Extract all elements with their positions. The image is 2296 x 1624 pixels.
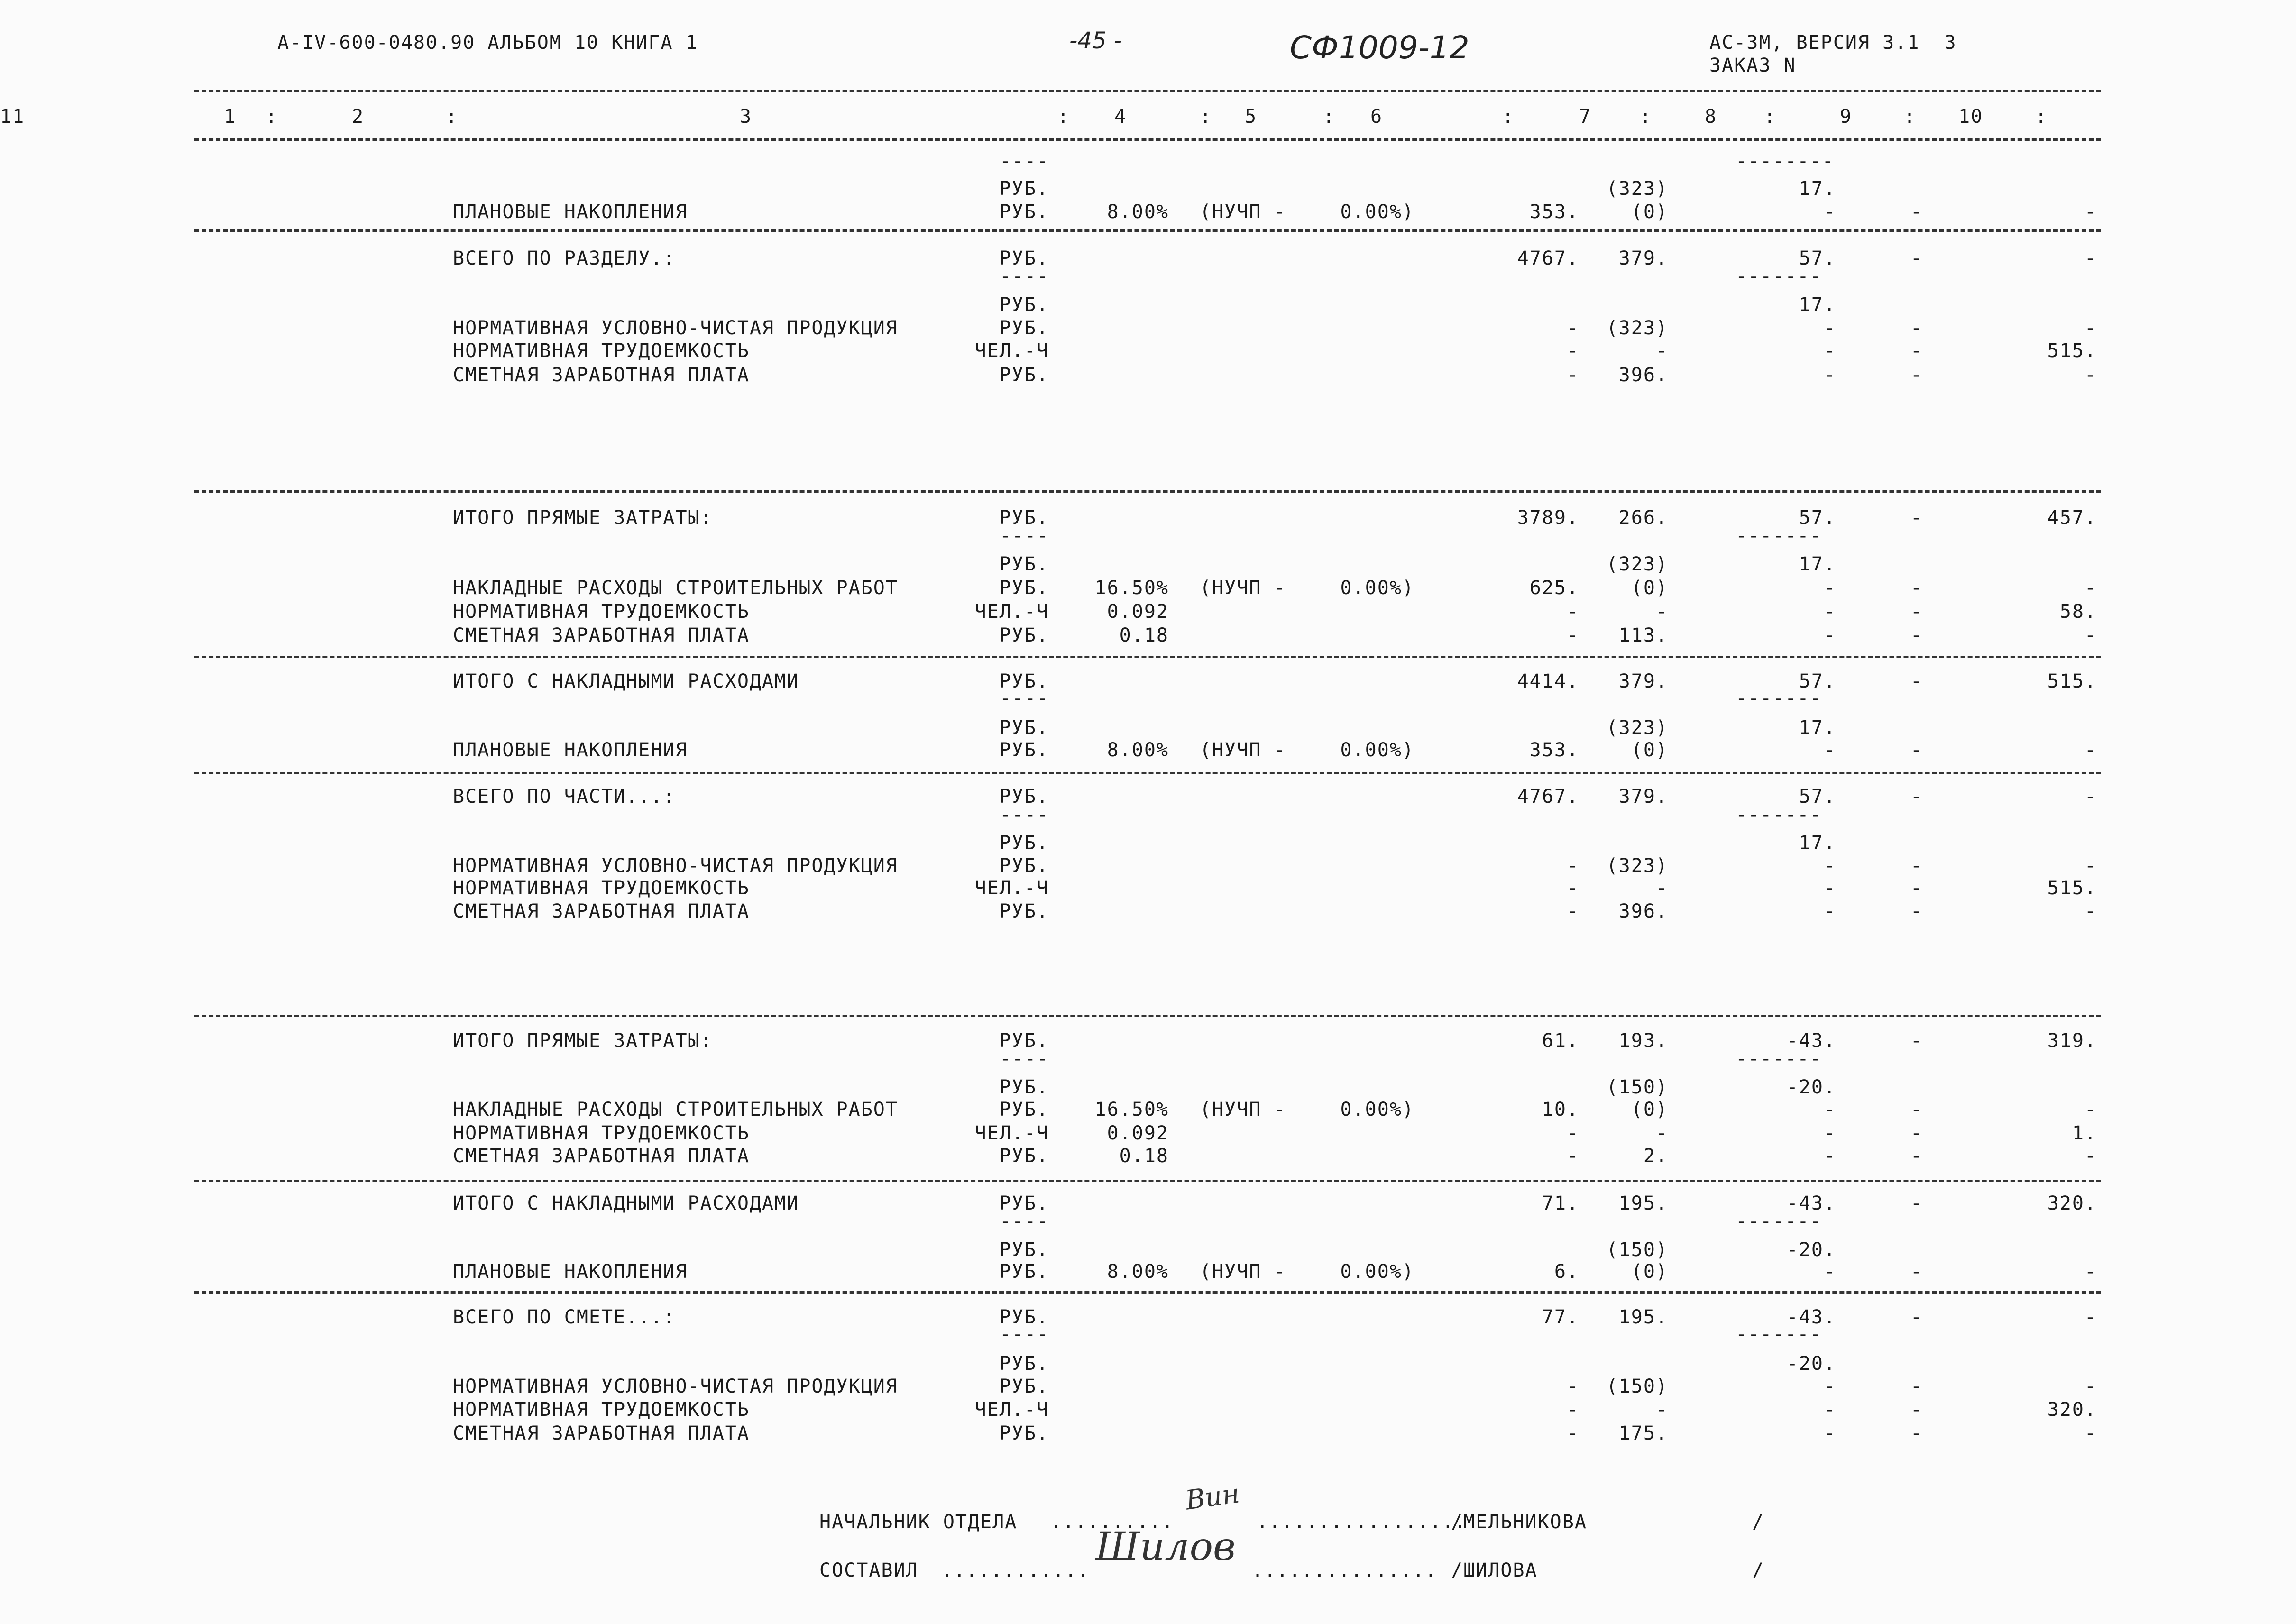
compiler-label: СОСТАВИЛ — [819, 1560, 918, 1581]
cell-unit: ЧЕЛ.-Ч — [974, 1399, 1049, 1421]
cell-c8: (0) — [1631, 1099, 1668, 1120]
cell-c7: - — [1566, 900, 1579, 922]
cell-c11: - — [2084, 1145, 2097, 1167]
cell-c9: - — [1823, 1122, 1836, 1144]
column-separator: : — [2035, 106, 2048, 128]
section-rule — [194, 656, 2101, 658]
cell-c9: 17. — [1799, 553, 1836, 575]
cell-c9: - — [1823, 900, 1836, 922]
cell-c9: -43. — [1786, 1193, 1836, 1214]
cell-c3: СМЕТНАЯ ЗАРАБОТНАЯ ПЛАТА — [453, 624, 750, 646]
col9-subtotal-rule: ------- — [1736, 266, 1822, 287]
cell-c10: - — [1910, 201, 1923, 223]
cell-c8: (323) — [1606, 855, 1668, 877]
cell-unit: РУБ. — [999, 670, 1049, 692]
cell-c6: 0.00%) — [1340, 1099, 1414, 1120]
cell-c3: ИТОГО ПРЯМЫЕ ЗАТРАТЫ: — [453, 1030, 713, 1052]
cell-c4: 0.18 — [1119, 624, 1169, 646]
cell-c11: - — [2084, 855, 2097, 877]
cell-unit: РУБ. — [999, 553, 1049, 575]
cell-c3: СМЕТНАЯ ЗАРАБОТНАЯ ПЛАТА — [453, 364, 750, 386]
cell-c9: 57. — [1799, 786, 1836, 807]
cell-c11: 515. — [2047, 340, 2097, 362]
cell-c9: -20. — [1786, 1353, 1836, 1375]
compiler-slash: / — [1752, 1560, 1765, 1581]
cell-c11: 1. — [2072, 1122, 2097, 1144]
cell-c7: 61. — [1542, 1030, 1579, 1052]
cell-c6: 0.00%) — [1340, 739, 1414, 761]
unit-subtotal-rule: ---- — [1000, 1323, 1049, 1345]
col9-subtotal-rule: ------- — [1736, 804, 1822, 826]
cell-c9: -20. — [1786, 1076, 1836, 1098]
cell-unit: РУБ. — [999, 739, 1049, 761]
cell-c3: ВСЕГО ПО ЧАСТИ...: — [453, 786, 676, 807]
unit-subtotal-rule: ---- — [1000, 688, 1049, 709]
cell-c10: - — [1910, 1099, 1923, 1120]
cell-c11: - — [2084, 786, 2097, 807]
section-rule — [194, 1291, 2101, 1294]
cell-c4: 0.092 — [1107, 601, 1169, 623]
cell-c5: (НУЧП - — [1200, 739, 1286, 761]
cell-c3: НОРМАТИВНАЯ ТРУДОЕМКОСТЬ — [453, 1122, 750, 1144]
cell-c8: 195. — [1618, 1193, 1668, 1214]
cell-unit: РУБ. — [999, 786, 1049, 807]
cell-c3: СМЕТНАЯ ЗАРАБОТНАЯ ПЛАТА — [453, 900, 750, 922]
cell-c8: (150) — [1606, 1239, 1668, 1261]
cell-c3: ВСЕГО ПО РАЗДЕЛУ.: — [453, 248, 676, 269]
cell-c10: - — [1910, 1399, 1923, 1421]
unit-subtotal-rule: ---- — [1000, 266, 1049, 287]
cell-c7: 71. — [1542, 1193, 1579, 1214]
cell-c7: - — [1566, 364, 1579, 386]
cell-c7: 4767. — [1517, 786, 1579, 807]
cell-c3: ПЛАНОВЫЕ НАКОПЛЕНИЯ — [453, 1261, 688, 1283]
cell-c9: 17. — [1799, 832, 1836, 854]
cell-c8: 2. — [1643, 1145, 1668, 1167]
cell-unit: РУБ. — [999, 1422, 1049, 1444]
doc-code: СФ1009-12 — [1290, 29, 1469, 66]
cell-c8: 266. — [1618, 507, 1668, 529]
column-separator: : — [1323, 106, 1336, 128]
column-number: 6 — [1370, 106, 1383, 128]
cell-c10: - — [1910, 1422, 1923, 1444]
cell-unit: РУБ. — [999, 1099, 1049, 1120]
cell-c10: - — [1910, 1261, 1923, 1283]
cell-unit: ЧЕЛ.-Ч — [974, 1122, 1049, 1144]
cell-c3: НОРМАТИВНАЯ УСЛОВНО-ЧИСТАЯ ПРОДУКЦИЯ — [453, 317, 898, 339]
col9-subtotal-rule: ------- — [1736, 1211, 1822, 1232]
cell-c11: - — [2084, 1376, 2097, 1397]
column-separator: : — [1640, 106, 1653, 128]
head-name: /МЕЛЬНИКОВА — [1451, 1511, 1587, 1533]
col9-subtotal-rule: ------- — [1736, 1048, 1822, 1070]
cell-c3: ИТОГО С НАКЛАДНЫМИ РАСХОДАМИ — [453, 1193, 799, 1214]
cell-c8: 193. — [1618, 1030, 1668, 1052]
cell-c9: - — [1823, 201, 1836, 223]
column-number: 5 — [1245, 106, 1258, 128]
cell-unit: РУБ. — [999, 507, 1049, 529]
cell-c7: 353. — [1529, 201, 1579, 223]
cell-c9: -43. — [1786, 1030, 1836, 1052]
cell-c9: - — [1823, 855, 1836, 877]
head-signature: Вин — [1184, 1478, 1242, 1516]
cell-c11: - — [2084, 1306, 2097, 1328]
unit-subtotal-rule: ---- — [1000, 1211, 1049, 1232]
cell-c8: - — [1655, 1399, 1668, 1421]
cell-c11: 515. — [2047, 670, 2097, 692]
cell-c3: ПЛАНОВЫЕ НАКОПЛЕНИЯ — [453, 201, 688, 223]
cell-c7: 10. — [1542, 1099, 1579, 1120]
cell-c4: 8.00% — [1107, 201, 1169, 223]
cell-c8: (0) — [1631, 201, 1668, 223]
cell-unit: РУБ. — [999, 1353, 1049, 1375]
cell-c11: 319. — [2047, 1030, 2097, 1052]
cell-c11: - — [2084, 1261, 2097, 1283]
cell-c11: - — [2084, 577, 2097, 599]
head-dots-right: ................. — [1257, 1511, 1467, 1533]
cell-unit: РУБ. — [999, 1076, 1049, 1098]
cell-c11: - — [2084, 739, 2097, 761]
cell-c4: 8.00% — [1107, 1261, 1169, 1283]
cell-unit: ЧЕЛ.-Ч — [974, 340, 1049, 362]
cell-c8: (323) — [1606, 178, 1668, 200]
column-number: 10 — [1958, 106, 1984, 128]
cell-c11: - — [2084, 201, 2097, 223]
cell-c3: ВСЕГО ПО СМЕТЕ...: — [453, 1306, 676, 1328]
col9-subtotal-rule: -------- — [1736, 150, 1835, 172]
cell-unit: ЧЕЛ.-Ч — [974, 877, 1049, 899]
unit-subtotal-rule: ---- — [1000, 804, 1049, 826]
cell-c7: - — [1566, 1422, 1579, 1444]
cell-c3: ИТОГО С НАКЛАДНЫМИ РАСХОДАМИ — [453, 670, 799, 692]
cell-c7: - — [1566, 1399, 1579, 1421]
cell-c3: НАКЛАДНЫЕ РАСХОДЫ СТРОИТЕЛЬНЫХ РАБОТ — [453, 1099, 898, 1120]
cell-c10: - — [1910, 1306, 1923, 1328]
cell-c9: -43. — [1786, 1306, 1836, 1328]
col9-subtotal-rule: ------- — [1736, 1323, 1822, 1345]
column-separator: : — [266, 106, 278, 128]
cell-c11: - — [2084, 1099, 2097, 1120]
cell-unit: РУБ. — [999, 1239, 1049, 1261]
cell-c10: - — [1910, 1376, 1923, 1397]
column-number: 9 — [1840, 106, 1853, 128]
cell-c11: - — [2084, 317, 2097, 339]
cell-c9: 57. — [1799, 670, 1836, 692]
head-dots-left: .......... — [1050, 1511, 1174, 1533]
cell-c11: 457. — [2047, 507, 2097, 529]
cell-c9: - — [1823, 317, 1836, 339]
cell-unit: РУБ. — [999, 717, 1049, 739]
cell-c9: - — [1823, 364, 1836, 386]
cell-c8: (323) — [1606, 317, 1668, 339]
section-rule — [194, 490, 2101, 493]
column-number: 2 — [352, 106, 365, 128]
cell-c3: ИТОГО ПРЯМЫЕ ЗАТРАТЫ: — [453, 507, 713, 529]
cell-c8: (0) — [1631, 1261, 1668, 1283]
section-rule — [194, 229, 2101, 232]
cell-c10: - — [1910, 1145, 1923, 1167]
cell-c10: - — [1910, 1122, 1923, 1144]
unit-subtotal-rule: ---- — [1000, 525, 1049, 547]
column-number: 1 — [224, 106, 237, 128]
cell-c11: 320. — [2047, 1193, 2097, 1214]
cell-c9: 17. — [1799, 294, 1836, 316]
cell-c11: - — [2084, 1422, 2097, 1444]
cell-c8: (323) — [1606, 717, 1668, 739]
cell-c8: (150) — [1606, 1076, 1668, 1098]
cell-unit: РУБ. — [999, 201, 1049, 223]
cell-c11: 515. — [2047, 877, 2097, 899]
cell-c9: - — [1823, 601, 1836, 623]
cell-c10: - — [1910, 340, 1923, 362]
column-separator: : — [1057, 106, 1070, 128]
cell-c10: - — [1910, 577, 1923, 599]
cell-c6: 0.00%) — [1340, 1261, 1414, 1283]
cell-c3: СМЕТНАЯ ЗАРАБОТНАЯ ПЛАТА — [453, 1145, 750, 1167]
section-rule — [194, 772, 2101, 774]
cell-c3: СМЕТНАЯ ЗАРАБОТНАЯ ПЛАТА — [453, 1422, 750, 1444]
software-version: АС-3М, ВЕРСИЯ 3.1 3 — [1709, 32, 1957, 54]
cell-c4: 0.18 — [1119, 1145, 1169, 1167]
cell-c9: - — [1823, 1422, 1836, 1444]
cell-c8: 379. — [1618, 670, 1668, 692]
cell-c8: 195. — [1618, 1306, 1668, 1328]
compiler-signature: Шилов — [1095, 1524, 1236, 1569]
column-separator: : — [1502, 106, 1515, 128]
cell-c8: (0) — [1631, 577, 1668, 599]
cell-c10: - — [1910, 670, 1923, 692]
cell-unit: РУБ. — [999, 1261, 1049, 1283]
cell-c9: - — [1823, 1376, 1836, 1397]
cell-c10: - — [1910, 248, 1923, 269]
cell-c7: 4767. — [1517, 248, 1579, 269]
cell-unit: РУБ. — [999, 1306, 1049, 1328]
cell-c9: -20. — [1786, 1239, 1836, 1261]
cell-c11: 320. — [2047, 1399, 2097, 1421]
column-separator: : — [1904, 106, 1917, 128]
cell-c8: 379. — [1618, 786, 1668, 807]
cell-unit: РУБ. — [999, 1376, 1049, 1397]
cell-c3: НОРМАТИВНАЯ ТРУДОЕМКОСТЬ — [453, 340, 750, 362]
column-number: 7 — [1579, 106, 1592, 128]
column-separator: : — [446, 106, 459, 128]
cell-c8: 175. — [1618, 1422, 1668, 1444]
cell-c7: - — [1566, 1145, 1579, 1167]
cell-c6: 0.00%) — [1340, 577, 1414, 599]
cell-c3: НОРМАТИВНАЯ ТРУДОЕМКОСТЬ — [453, 601, 750, 623]
cell-unit: ЧЕЛ.-Ч — [974, 601, 1049, 623]
head-slash: / — [1752, 1511, 1765, 1533]
column-number: 3 — [740, 106, 753, 128]
cell-c4: 16.50% — [1094, 1099, 1169, 1120]
cell-c9: 17. — [1799, 717, 1836, 739]
cell-c3: НАКЛАДНЫЕ РАСХОДЫ СТРОИТЕЛЬНЫХ РАБОТ — [453, 577, 898, 599]
cell-c10: - — [1910, 1193, 1923, 1214]
cell-c9: - — [1823, 877, 1836, 899]
cell-unit: РУБ. — [999, 900, 1049, 922]
cell-c9: - — [1823, 340, 1836, 362]
cell-c9: - — [1823, 1145, 1836, 1167]
cell-unit: РУБ. — [999, 1193, 1049, 1214]
cell-c3: НОРМАТИВНАЯ ТРУДОЕМКОСТЬ — [453, 1399, 750, 1421]
cell-c5: (НУЧП - — [1200, 201, 1286, 223]
cell-c7: 625. — [1529, 577, 1579, 599]
cell-c4: 16.50% — [1094, 577, 1169, 599]
cell-c8: 396. — [1618, 900, 1668, 922]
section-rule — [194, 1015, 2101, 1017]
cell-c11: - — [2084, 248, 2097, 269]
cell-c11: - — [2084, 624, 2097, 646]
cell-c7: 4414. — [1517, 670, 1579, 692]
cell-c5: (НУЧП - — [1200, 1099, 1286, 1120]
cell-c9: - — [1823, 1399, 1836, 1421]
cell-c5: (НУЧП - — [1200, 1261, 1286, 1283]
cell-c10: - — [1910, 739, 1923, 761]
compiler-dots-right: ............... — [1252, 1560, 1438, 1581]
cell-c3: НОРМАТИВНАЯ УСЛОВНО-ЧИСТАЯ ПРОДУКЦИЯ — [453, 1376, 898, 1397]
cell-c7: - — [1566, 855, 1579, 877]
cell-unit: РУБ. — [999, 317, 1049, 339]
cell-c7: - — [1566, 317, 1579, 339]
cell-c10: - — [1910, 507, 1923, 529]
cell-c8: (323) — [1606, 553, 1668, 575]
cell-c9: - — [1823, 1261, 1836, 1283]
cell-c8: (150) — [1606, 1376, 1668, 1397]
unit-subtotal-rule: ---- — [1000, 1048, 1049, 1070]
cell-c3: НОРМАТИВНАЯ ТРУДОЕМКОСТЬ — [453, 877, 750, 899]
cell-unit: РУБ. — [999, 178, 1049, 200]
cell-c7: - — [1566, 624, 1579, 646]
cell-unit: РУБ. — [999, 577, 1049, 599]
cell-c5: (НУЧП - — [1200, 577, 1286, 599]
cell-unit: РУБ. — [999, 1030, 1049, 1052]
cell-c4: 0.092 — [1107, 1122, 1169, 1144]
cell-c11: - — [2084, 364, 2097, 386]
cell-c10: - — [1910, 317, 1923, 339]
cell-c7: - — [1566, 340, 1579, 362]
cell-c9: 17. — [1799, 178, 1836, 200]
cell-c10: - — [1910, 1030, 1923, 1052]
cell-c7: - — [1566, 601, 1579, 623]
cell-c11: 58. — [2059, 601, 2097, 623]
column-number: 4 — [1114, 106, 1127, 128]
cell-c10: - — [1910, 624, 1923, 646]
cell-c8: - — [1655, 340, 1668, 362]
cell-unit: РУБ. — [999, 855, 1049, 877]
cell-unit: РУБ. — [999, 832, 1049, 854]
col9-subtotal-rule: ------- — [1736, 688, 1822, 709]
section-rule — [194, 1180, 2101, 1182]
cell-c4: 8.00% — [1107, 739, 1169, 761]
cell-c3: ПЛАНОВЫЕ НАКОПЛЕНИЯ — [453, 739, 688, 761]
cell-c7: - — [1566, 1122, 1579, 1144]
cell-unit: РУБ. — [999, 294, 1049, 316]
header-top-rule — [194, 90, 2101, 92]
cell-c10: - — [1910, 601, 1923, 623]
column-number: 8 — [1705, 106, 1717, 128]
cell-c8: - — [1655, 601, 1668, 623]
cell-c8: 379. — [1618, 248, 1668, 269]
cell-c7: 3789. — [1517, 507, 1579, 529]
cell-unit: РУБ. — [999, 248, 1049, 269]
cell-c9: - — [1823, 739, 1836, 761]
column-separator: : — [1764, 106, 1777, 128]
cell-c10: - — [1910, 786, 1923, 807]
cell-c10: - — [1910, 364, 1923, 386]
col9-subtotal-rule: ------- — [1736, 525, 1822, 547]
compiler-dots-left: ............ — [941, 1560, 1090, 1581]
cell-c7: - — [1566, 877, 1579, 899]
cell-c11: - — [2084, 900, 2097, 922]
order-number: ЗАКАЗ N — [1709, 55, 1796, 76]
cell-c9: - — [1823, 1099, 1836, 1120]
column-separator: : — [1200, 106, 1212, 128]
cell-c10: - — [1910, 855, 1923, 877]
cell-c8: 396. — [1618, 364, 1668, 386]
cell-c7: 353. — [1529, 739, 1579, 761]
cell-c10: - — [1910, 900, 1923, 922]
cell-c7: 77. — [1542, 1306, 1579, 1328]
cell-c7: - — [1566, 1376, 1579, 1397]
column-number: 11 — [0, 106, 25, 128]
cell-c7: 6. — [1554, 1261, 1579, 1283]
cell-c8: - — [1655, 1122, 1668, 1144]
cell-c6: 0.00%) — [1340, 201, 1414, 223]
header-bottom-rule — [194, 138, 2101, 141]
doc-reference: A-IV-600-0480.90 АЛЬБОМ 10 КНИГА 1 — [277, 32, 698, 54]
compiler-name: /ШИЛОВА — [1451, 1560, 1538, 1581]
cell-unit: РУБ. — [999, 364, 1049, 386]
cell-c9: 57. — [1799, 248, 1836, 269]
cell-c8: - — [1655, 877, 1668, 899]
cell-unit: РУБ. — [999, 624, 1049, 646]
cell-c8: 113. — [1618, 624, 1668, 646]
page-number: -45 - — [1069, 28, 1122, 54]
cell-c9: - — [1823, 624, 1836, 646]
unit-subtotal-rule: ---- — [1000, 150, 1049, 172]
head-label: НАЧАЛЬНИК ОТДЕЛА — [819, 1511, 1018, 1533]
cell-c8: (0) — [1631, 739, 1668, 761]
cell-unit: РУБ. — [999, 1145, 1049, 1167]
cell-c9: 57. — [1799, 507, 1836, 529]
cell-c9: - — [1823, 577, 1836, 599]
cell-c10: - — [1910, 877, 1923, 899]
cell-c3: НОРМАТИВНАЯ УСЛОВНО-ЧИСТАЯ ПРОДУКЦИЯ — [453, 855, 898, 877]
